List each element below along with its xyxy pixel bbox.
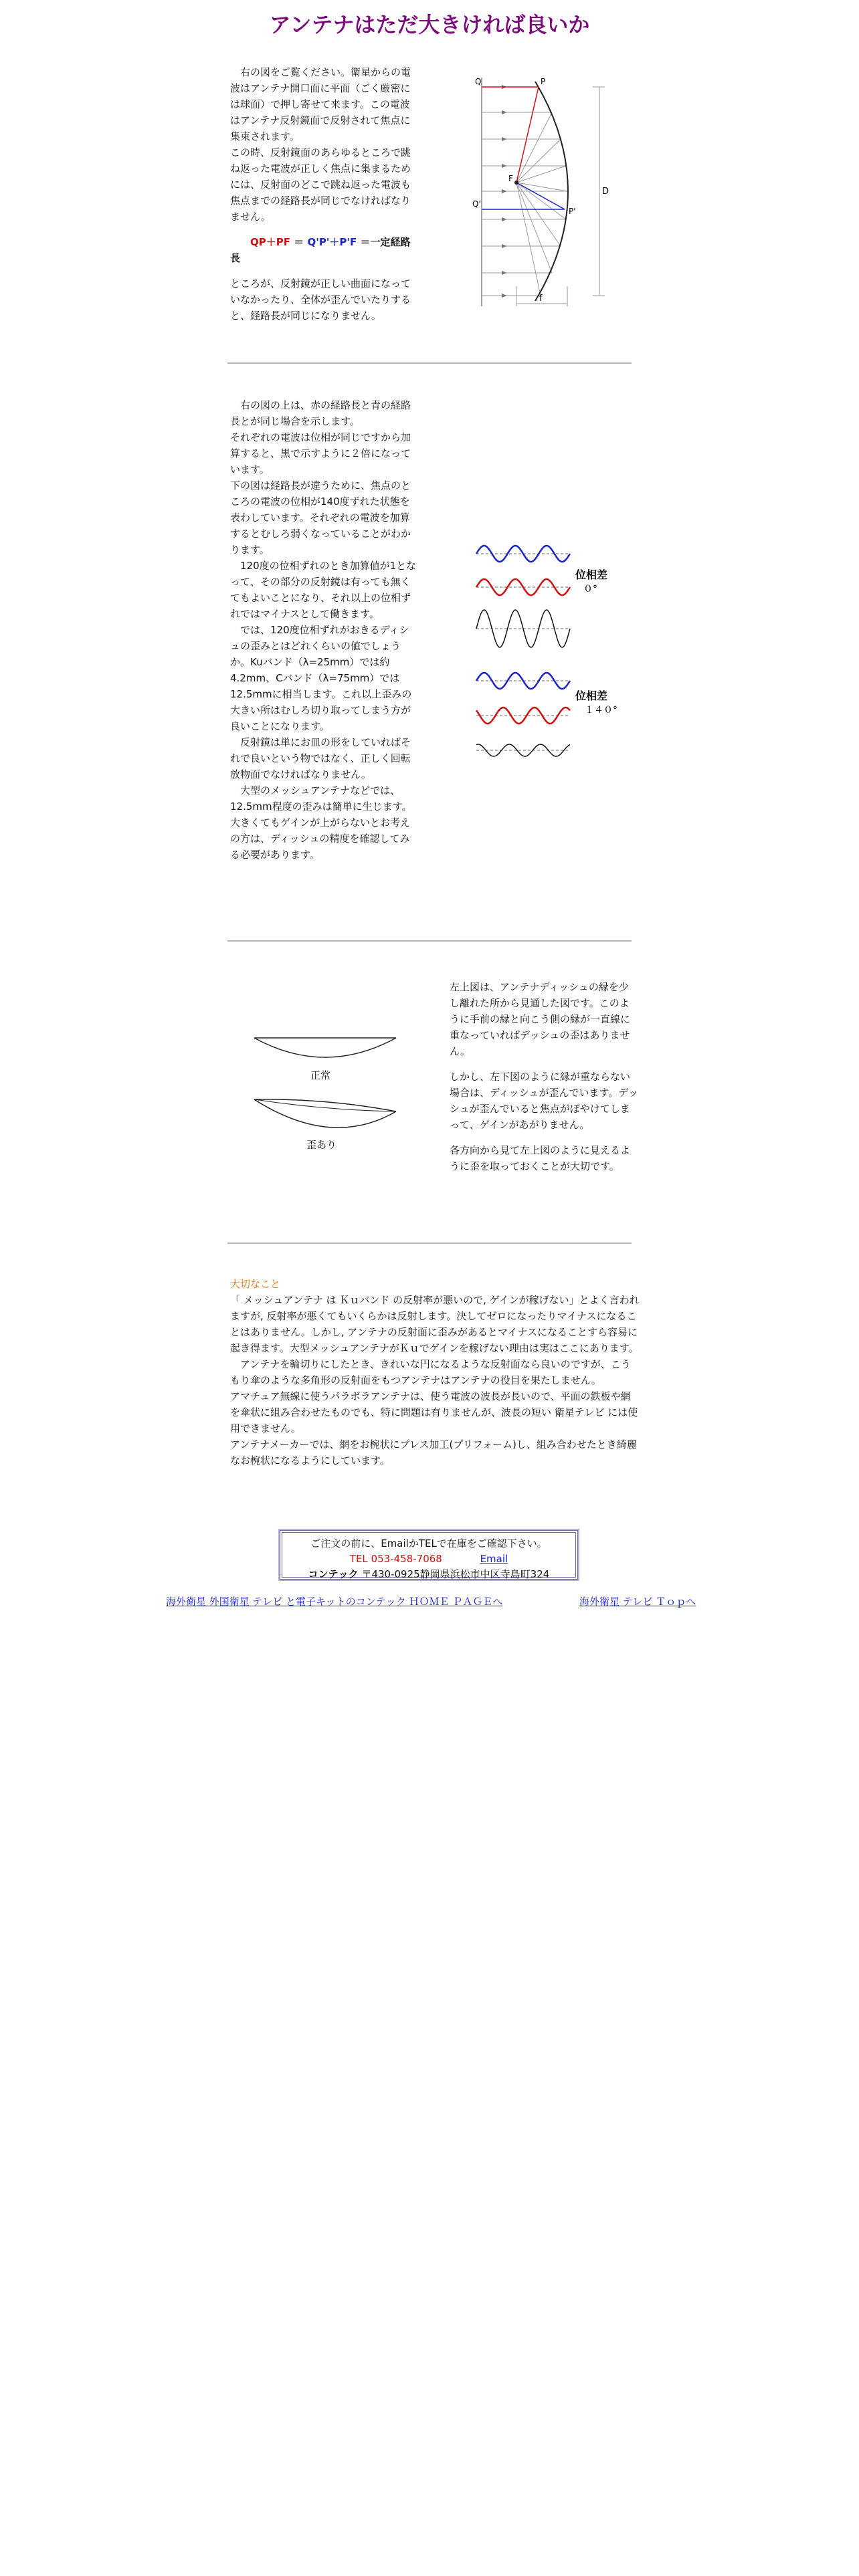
arrow-icon xyxy=(502,110,507,114)
section2-para7: 大型のメッシュアンテナなどでは、12.5mm程度の歪みは簡単に生じます。大きくてもゲインが上がらないとお考えの方は、ディッシュの精度を確認してみる必要があります。 xyxy=(230,784,412,861)
section4-para3: アマチュア無線に使うパラボラアンテナは、使う電波の波長が長いので、平面の鉄板や網を傘状に組み合わせたものでも、特に問題は有りませんが、波長の短い 衛星テレビ には使用できません。 xyxy=(230,1390,638,1434)
phase-diagram-140 xyxy=(474,662,641,776)
section3-para1: 左上図は、アンテナディッシュの縁を少し離れた所から見通した図です。このように手前の縁と向こう側の縁が一直線に重なっていればデッシュの歪はありません。 xyxy=(450,981,631,1057)
arrow-icon xyxy=(502,164,507,168)
eq-plus1: ＋ xyxy=(266,236,276,248)
normal-label: 正常 xyxy=(310,1069,331,1081)
section4-para2: アンテナを輪切りにしたとき、きれいな円になるような反射面なら良いのですが、こうもり傘のような多角形の反射面をもつアンテナはアンテナの役目を果たしません。 xyxy=(230,1358,631,1386)
reflected-ray xyxy=(516,139,561,183)
eq-plus2: ＋ xyxy=(329,236,340,248)
arrow-icon xyxy=(502,137,507,141)
section4-heading: 大切なこと xyxy=(230,1278,281,1290)
contact-box xyxy=(280,1530,578,1580)
phase0-label: 位相差 xyxy=(575,568,608,581)
eq-pf: PF xyxy=(276,236,291,248)
label-focal: f xyxy=(539,294,543,304)
dish-bowl xyxy=(254,1099,396,1128)
section1-text xyxy=(230,64,419,324)
section2-para1: 右の図の上は、赤の経路長と青の経路長とが同じ場合を示します。 xyxy=(230,399,411,427)
path-equation xyxy=(230,234,419,266)
arrow-icon xyxy=(502,217,507,221)
dish-bowl xyxy=(254,1038,396,1057)
section4-para1: 「 メッシュアンテナ は Ｋｕバンド の反射率が悪いので, ゲインが稼げない」とよく言われますが, 反射率が悪くてもいくらかは反射します。決してゼロになったりマイナスになることはありません。しかし, アンテナの反射面に歪みがあるとマイナスになることすら容易に起き得ます。大型メッシュアンテナがＫｕでゲインを稼げない理由は実はここにあります。 xyxy=(230,1294,640,1354)
divider xyxy=(227,1243,632,1244)
section2-text xyxy=(230,397,417,863)
arrow-icon xyxy=(502,189,507,193)
section2-para6: 反射鏡は単にお皿の形をしていればそれで良いという物ではなく、正しく回転放物面でなければなりません。 xyxy=(230,736,411,780)
section2-para4: 120度の位相ずれのとき加算値が1となって、その部分の反射鏡は有っても無くてもよいことになり、それ以上の位相ずれではマイナスとして働きます。 xyxy=(230,560,417,620)
divider xyxy=(227,362,632,364)
arrow-icon xyxy=(502,294,507,298)
page-title: アンテナはただ大きければ良いか xyxy=(269,12,590,37)
dish-rim xyxy=(254,1099,396,1111)
reflected-ray xyxy=(516,112,552,183)
company-name: コンテック xyxy=(308,1568,359,1580)
label-q2: Q' xyxy=(472,199,481,209)
eq-p2f: P'F xyxy=(339,236,357,248)
section3-para3: 各方向から見て左上図のように見えるように歪を取っておくことが大切です。 xyxy=(450,1144,631,1172)
section2-para3: 下の図は経路長が違うために、焦点のところの電波の位相が140度ずれた状態を表わしています。それぞれの電波を加算するとむしろ弱くなっていることがわかります。 xyxy=(230,479,411,556)
label-d: D xyxy=(602,187,609,197)
eq-qp: QP xyxy=(250,236,266,248)
warped-label: 歪あり xyxy=(306,1139,337,1151)
company-address: 〒430-0925静岡県浜松市中区寺島町324 xyxy=(361,1568,550,1580)
section3-text xyxy=(450,979,638,1174)
eq-q2p2: Q'P' xyxy=(307,236,330,248)
contact-notice: ご注文の前に、EmailかTELで在庫をご確認下さい。 xyxy=(310,1537,547,1549)
label-f: F xyxy=(508,174,513,183)
section1-para2: この時、反射鏡面のあらゆるところで跳ね返った電波が正しく焦点に集まるためには、反射面のどこで跳ね返った電波も焦点までの経路長が同じでなければなりません。 xyxy=(230,146,411,223)
eq-const: ＝一定経路長 xyxy=(230,236,411,264)
section2-para2: それぞれの電波は位相が同じですから加算すると、黒で示すように２倍になっています。 xyxy=(230,431,411,475)
section1-para1: 右の図をご覧ください。衛星からの電波はアンテナ開口面に平面（ごく厳密には球面）で押し寄せて来ます。この電波はアンテナ反射鏡面で反射されて焦点に集束されます。 xyxy=(230,66,411,142)
parabola-diagram xyxy=(468,72,632,313)
section4-text xyxy=(230,1276,640,1469)
dish-edge-normal xyxy=(252,1035,399,1069)
phase0-value: ０° xyxy=(583,584,597,595)
phase140-value: １４０° xyxy=(585,705,617,716)
arrow-icon xyxy=(502,244,507,248)
contact-line2 xyxy=(282,1551,575,1567)
top-page-link[interactable]: 海外衛星 テレビ Ｔｏｐへ xyxy=(579,1596,696,1608)
contact-line3 xyxy=(282,1567,575,1582)
dish-edge-warped xyxy=(252,1097,399,1133)
section4-para4: アンテナメーカーでは、網をお椀状にプレス加工(プリフォーム)し、組み合わせたとき綺麗なお椀状になるようにしています。 xyxy=(230,1438,637,1467)
section2-para5: では、120度位相ずれがおきるディシュの歪みとはどれくらいの値でしょうか。Kuバンド（λ=25mm）では約4.2mm、Cバンド（λ=75mm）では12.5mmに相当します。これ以上歪みの大きい所はむしろ切り取ってしまう方が良いことになります。 xyxy=(230,624,412,732)
section1-para3: ところが、反射鏡が正しい曲面になっていなかったり、全体が歪んでいたりすると、経路長が同じになりません。 xyxy=(230,278,411,322)
phase140-label: 位相差 xyxy=(575,689,608,702)
dish-rim-far xyxy=(254,1099,396,1111)
focal-point xyxy=(514,181,518,185)
label-p: P xyxy=(541,77,546,86)
eq-equals: ＝ xyxy=(290,236,308,248)
arrow-icon xyxy=(502,271,507,275)
label-q: Q xyxy=(475,77,482,86)
phase-diagram-0 xyxy=(474,535,641,655)
divider xyxy=(227,940,632,942)
contact-tel: TEL 053-458-7068 xyxy=(349,1553,442,1565)
home-page-link[interactable]: 海外衛星 外国衛星 テレビ と電子キットのコンテック ＨＯＭＥ ＰＡＧＥへ xyxy=(166,1596,503,1608)
red-path-reflect xyxy=(516,87,539,183)
label-p2: P' xyxy=(569,207,576,216)
section3-para2: しかし、左下図のように縁が重ならない場合は、ディッシュが歪んでいます。デッシュが歪んでいると焦点がぼやけてしまって、ゲインがあがりません。 xyxy=(450,1071,639,1131)
email-link[interactable]: Email xyxy=(480,1553,508,1565)
